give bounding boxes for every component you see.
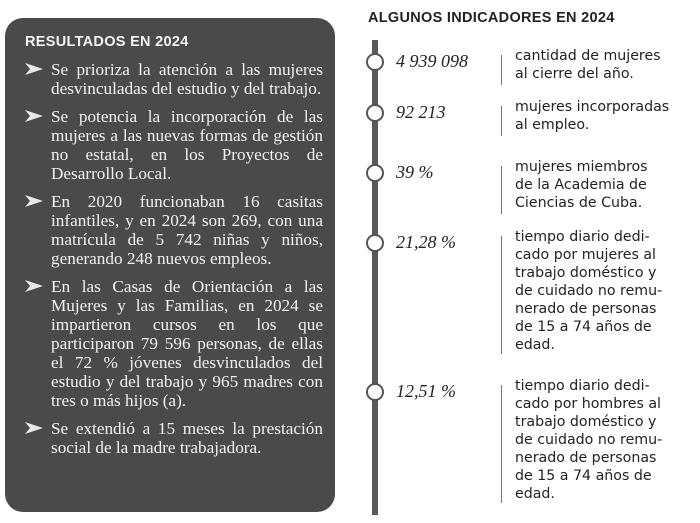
results-panel [5,18,335,512]
results-title: RESULTADOS EN 2024 [25,34,189,50]
indicators-title: ALGUNOS INDICADORES EN 2024 [368,10,615,26]
indicator-value: 12,51 % [396,381,456,401]
indicator-desc: mujeres miembros de la Academia de Ciencias de Cuba. [515,159,648,211]
results-item-text: Se prioriza la atención a las mujeres desvinculadas del estudio y del trabajo. [51,60,323,98]
arrow-bullet-icon [23,420,45,436]
indicator-value: 92 213 [396,102,446,122]
results-item [19,419,323,457]
divider [501,106,502,136]
arrow-bullet-icon [23,193,45,209]
indicator-value: 4 939 098 [396,51,468,71]
arrow-bullet-icon [23,61,45,77]
results-item [19,107,323,183]
indicator-desc: tiempo diario dedi- cado por mujeres al trabajo doméstico y de cuidado no remu- nerado de personas de 15 a 74 años de edad. [515,229,663,353]
indicator-desc: mujeres incorporadas al empleo. [515,99,670,133]
indicator-value: 39 % [396,162,434,182]
divider [501,236,502,354]
results-item [19,192,323,268]
results-item-text: Se potencia la incorporación de las mujeres a las nuevas formas de gestión no estatal, en los Proyectos de Desarrollo Local. [51,107,323,183]
timeline-dot-icon [366,53,384,71]
divider [501,385,502,503]
arrow-bullet-icon [23,108,45,124]
timeline-dot-icon [366,104,384,122]
results-item [19,277,323,410]
divider [501,166,502,214]
indicator-desc: tiempo diario dedi- cado por hombres al trabajo doméstico y de cuidado no remu- nerado de personas de 15 a 74 años de edad. [515,378,663,502]
timeline-dot-icon [366,234,384,252]
results-item-text: En 2020 funcionaban 16 casitas infantiles, y en 2024 son 269, con una matrícula de 5 742 niñas y niños, generando 248 nuevos empleos. [51,192,323,268]
results-item [19,60,323,98]
indicator-desc: cantidad de mujeres al cierre del año. [515,48,661,82]
indicator-value: 21,28 % [396,232,456,252]
timeline-dot-icon [366,383,384,401]
divider [501,55,502,85]
results-item-text: En las Casas de Orientación a las Mujeres y las Familias, en 2024 se impartieron cursos en los que participaron 79 596 personas, de ellas el 72 % jóvenes desvinculados del estudio y del trabajo y 965 madres con tres o más hijos (a). [51,277,323,410]
arrow-bullet-icon [23,278,45,294]
results-item-text: Se extendió a 15 meses la prestación social de la madre trabajadora. [51,419,323,457]
timeline-dot-icon [366,164,384,182]
